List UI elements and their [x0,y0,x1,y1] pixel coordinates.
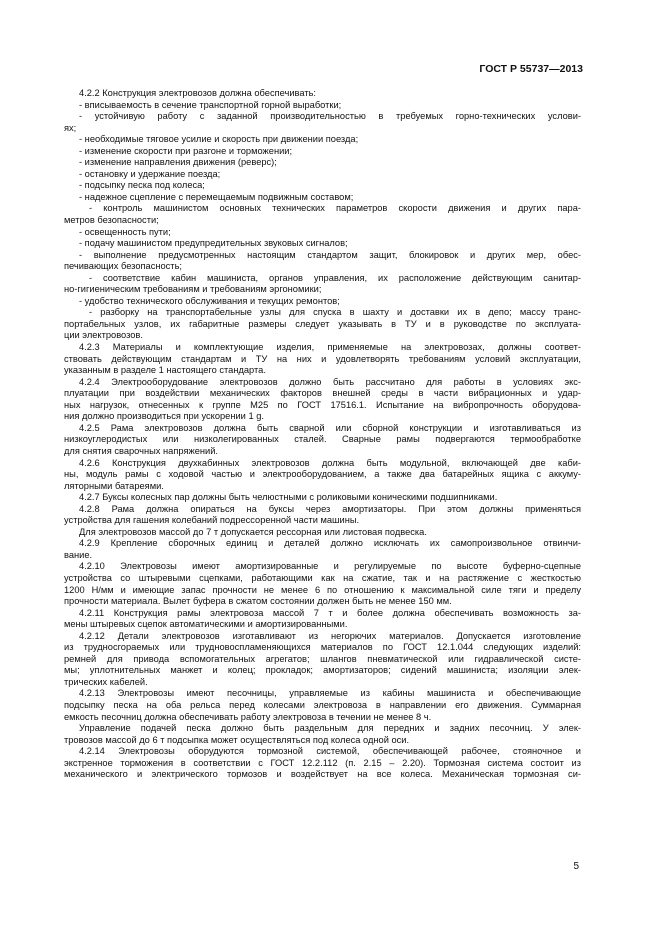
text-line: - подачу машинистом предупредительных звуковых сигналов; [79,238,348,249]
text-line: - надежное сцепление с перемещаемым подвижным составом; [79,191,354,202]
document-body [64,88,581,781]
text-line: метров безопасности; [64,215,159,226]
text-line: ния должно производиться при ускорении 1 g. [64,411,264,422]
text-line: - изменение скорости при разгоне и торможении; [79,145,293,156]
text-line: ях; [64,122,77,133]
text-line: мены штыревых сцепок автоматическими и амортизированными. [64,619,348,630]
text-line: трических кабелей. [64,676,148,687]
text-line: - соответствие кабин машиниста, органов управления, их расположение действующим санитар- [89,272,581,283]
text-line: - подсыпку песка под колеса; [79,180,205,191]
text-line: - остановку и удержание поезда; [79,168,221,179]
text-line: - освещенность пути; [79,226,171,237]
text-line: Управление подачей песка должно быть раздельным для передних и задних песочниц. У элек- [79,723,581,734]
text-line: подсыпку песка на оба рельса перед колесами электровоза в направлении его движения. Суммарная [64,699,581,710]
text-line: для снятия сварочных напряжений. [64,445,218,456]
text-line: экстренное торможения в соответствии с ГОСТ 12.2.112 (п. 2.15 – 2.20). Тормозная система состоит из [64,757,581,768]
text-line: ных нагрузок, отнесенных к группе М25 по ГОСТ 17516.1. Испытание на вибропрочность оборудова- [64,399,581,410]
page-number: 5 [573,861,579,872]
text-line: 4.2.4 Электрооборудование электровозов должно быть рассчитано для работы в условиях экс- [79,376,581,387]
text-line: емкость песочниц должна обеспечивать работу электровоза в течении не менее 8 ч. [64,711,432,722]
text-line: тровозов массой до 6 т подсыпка может осуществляться под колеса одной оси. [64,734,410,745]
text-line: ремней для привода вспомогательных агрегатов; шлангов пневматической или гидравлической систе- [64,653,581,664]
text-line: 4.2.8 Рама должна опираться на буксы через амортизаторы. При этом должны применяться [79,503,581,514]
text-line: 4.2.9 Крепление сборочных единиц и деталей должно исключать их самопроизвольное отвинчи- [79,538,581,549]
text-line: печивающих безопасность; [64,261,182,272]
text-line: плуатации при воздействии механических факторов внешней среды в части вибрационных и удар- [64,388,581,399]
text-line: 4.2.10 Электровозы имеют амортизированные и регулируемые по высоте буферно-сцепные [79,561,581,572]
text-line: 4.2.3 Материалы и комплектующие изделия, применяемые на электровозах, должны соответ- [79,342,581,353]
text-line: ляторными батареями. [64,480,164,491]
text-line: - выполнение предусмотренных настоящим стандартом защит, блокировок и других мер, обес- [79,249,581,260]
text-line: 1200 Н/мм и имеющие запас прочности не менее 6 по отношению к максимальной силе тяги и пределу [64,584,581,595]
text-line: 4.2.7 Буксы колесных пар должны быть челюстными с роликовыми коническими подшипниками. [79,492,498,503]
text-line: механического и электрического тормозов и воздействует на все колеса. Механическая тормозная си- [64,769,581,780]
text-line: из трудносгораемых или трудновоспламеняющихся материалов по ГОСТ 12.1.044 следующих изделий: [64,642,581,653]
text-line: 4.2.14 Электровозы оборудуются тормозной системой, обеспечивающей рабочее, стояночное и [79,746,581,757]
text-line: указанным в разделе 1 настоящего стандарта. [64,365,266,376]
text-line: портабельных узлов, их габаритные размеры следует указывать в ТУ и в руководстве по эксплуата- [64,318,581,329]
text-line: 4.2.2 Конструкция электровозов должна обеспечивать: [79,88,317,98]
text-line: устройства для гашения колебаний подрессоренной части машины. [64,515,360,526]
text-line: - вписываемость в сечение транспортной горной выработки; [79,99,342,110]
text-line: Для электровозов массой до 7 т допускается рессорная или листовая подвеска. [79,526,427,537]
text-line: 4.2.6 Конструкция двухкабинных электровозов должна быть модульной, включающей две каби- [79,457,581,468]
text-line: 4.2.13 Электровозы имеют песочницы, управляемые из кабины машиниста и обеспечивающие [79,688,581,699]
text-line: - контроль машинистом основных технических параметров скорости движения и других пара- [89,203,581,214]
text-line: ны, модуль рамы с ходовой частью и электрооборудованием, а также два батарейных ящика с аккуму- [64,469,581,480]
text-line: - необходимые тяговое усилие и скорость при движении поезда; [79,134,359,145]
text-line: мы; уплотнительных манжет и колец; прокладок; амортизаторов; сидений машиниста; изоляции элек- [64,665,581,676]
text-line: ствовать действующим стандартам и ТУ на них и удовлетворять требованиям условий эксплуатации, [64,353,581,364]
text-line: вание. [64,549,93,560]
text-line: 4.2.11 Конструкция рамы электровоза массой 7 т и более должна обеспечивать возможность за- [79,607,581,618]
text-line: - изменение направления движения (реверс); [79,157,277,168]
text-line: низкоуглеродистых или низколегированных сталей. Сварные рамы подвергаются термообработке [64,434,581,445]
text-line: прочности материала. Вылет буфера в сжатом состоянии должен быть не менее 150 мм. [64,596,452,607]
text-line: устройства со штыревыми сцепками, работающими как на сжатие, так и на растяжение с жесткостью [64,572,581,583]
text-line: - разборку на транспортабельные узлы для спуска в шахту и доставки их в депо; массу транс- [89,307,581,318]
text-line: - удобство технического обслуживания и текущих ремонтов; [79,295,340,306]
text-line: ции электровозов. [64,330,143,341]
text-line: - устойчивую работу с заданной производительностью в требуемых горно-технических услови- [79,111,581,122]
document-header: ГОСТ Р 55737—2013 [479,63,583,75]
text-line: но-гигиеническим требованиям и требованиям эргономики; [64,284,322,295]
text-line: 4.2.12 Детали электровозов изготавливают из негорючих материалов. Допускается изготовление [79,630,581,641]
text-line: 4.2.5 Рама электровозов должна быть сварной или сборной конструкции и изготавливаться из [79,422,581,433]
